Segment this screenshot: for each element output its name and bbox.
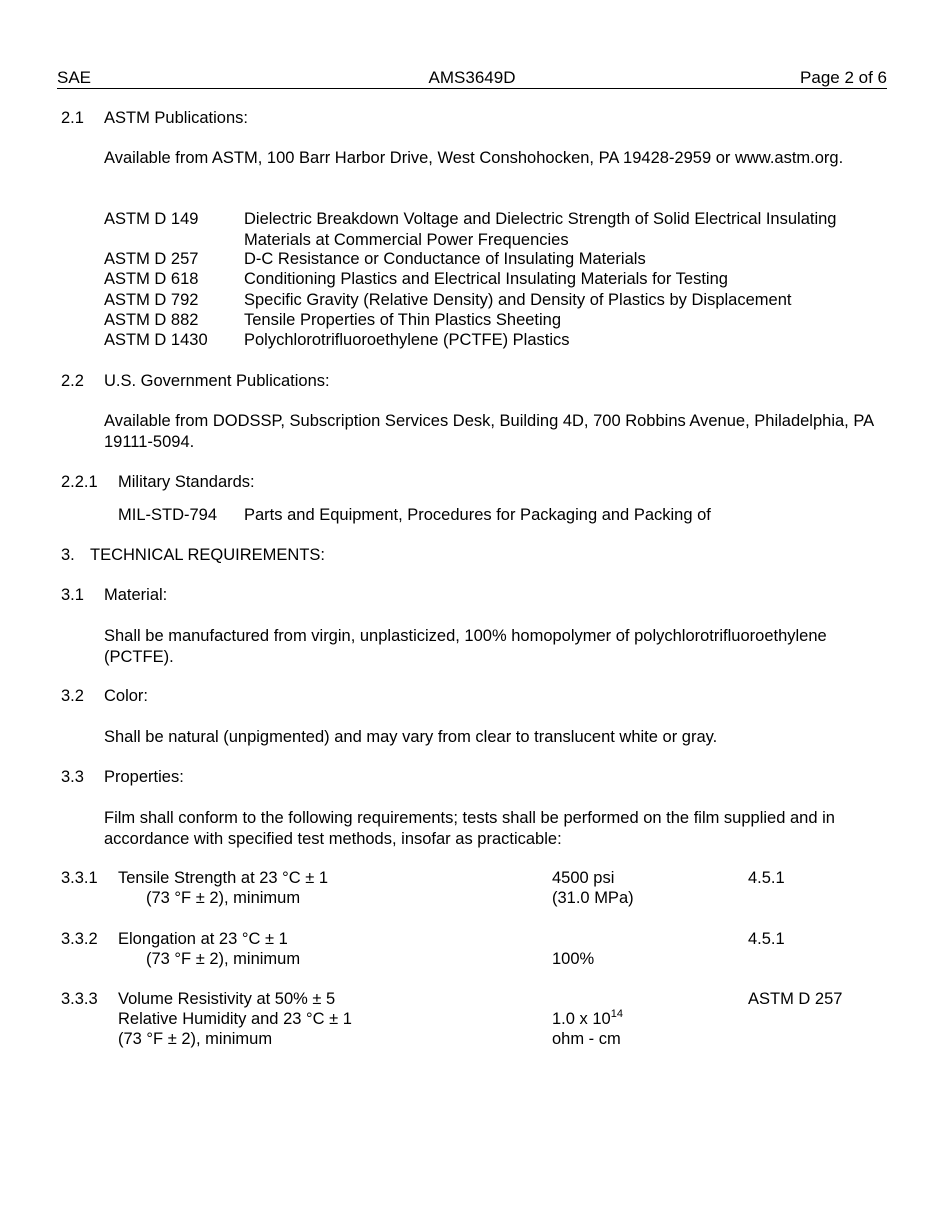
reference-title: Dielectric Breakdown Voltage and Dielectric Strength of Solid Electrical Insulating Materials at Commercial Power Frequencies bbox=[244, 210, 837, 249]
section-title: U.S. Government Publications: bbox=[104, 372, 330, 390]
reference-code: ASTM D 149 bbox=[104, 210, 199, 228]
property-number: 3.3.2 bbox=[61, 930, 98, 948]
property-name: Volume Resistivity at 50% ± 5 bbox=[118, 990, 336, 1008]
section-3-3-heading bbox=[61, 767, 184, 788]
reference-title: Conditioning Plastics and Electrical Insulating Materials for Testing bbox=[244, 270, 728, 288]
section-title: Properties: bbox=[104, 768, 184, 786]
property-number: 3.3.1 bbox=[61, 869, 98, 887]
section-number: 3.2 bbox=[61, 687, 84, 705]
page-header bbox=[57, 68, 887, 89]
property-condition: (73 °F ± 2), minimum bbox=[146, 950, 301, 968]
astm-availability: Available from ASTM, 100 Barr Harbor Drive, West Conshohocken, PA 19428-2959 or www.astm.org. bbox=[104, 149, 844, 167]
section-title: TECHNICAL REQUIREMENTS: bbox=[90, 546, 325, 564]
property-name: Elongation at 23 °C ± 1 bbox=[118, 930, 288, 948]
property-condition: (73 °F ± 2), minimum bbox=[146, 889, 301, 907]
dodssp-availability: Available from DODSSP, Subscription Services Desk, Building 4D, 700 Robbins Avenue, Philadelphia, PA 19111-5094. bbox=[104, 412, 874, 451]
section-number: 2.2 bbox=[61, 372, 84, 390]
section-3-heading bbox=[61, 545, 325, 566]
reference-title: Polychlorotrifluoroethylene (PCTFE) Plastics bbox=[244, 331, 570, 349]
section-3-2-heading bbox=[61, 686, 149, 707]
property-value: 100% bbox=[552, 950, 595, 968]
properties-text: Film shall conform to the following requirements; tests shall be performed on the film supplied and in accordance with specified test methods, insofar as practicable: bbox=[104, 809, 835, 848]
material-text: Shall be manufactured from virgin, unplasticized, 100% homopolymer of polychlorotrifluoroethylene (PCTFE). bbox=[104, 627, 827, 666]
section-2-2-1-heading bbox=[61, 472, 255, 493]
property-test-method: ASTM D 257 bbox=[748, 990, 843, 1008]
reference-title: Specific Gravity (Relative Density) and Density of Plastics by Displacement bbox=[244, 291, 792, 309]
reference-title: Parts and Equipment, Procedures for Packaging and Packing of bbox=[244, 506, 711, 524]
property-value: 4500 psi bbox=[552, 869, 615, 887]
reference-code: MIL-STD-794 bbox=[118, 506, 218, 524]
section-number: 3.1 bbox=[61, 586, 84, 604]
property-number: 3.3.3 bbox=[61, 990, 98, 1008]
section-number: 2.2.1 bbox=[61, 473, 98, 491]
section-title: Military Standards: bbox=[118, 473, 255, 491]
section-number: 3.3 bbox=[61, 768, 84, 786]
reference-code: ASTM D 618 bbox=[104, 270, 199, 288]
header-org: SAE bbox=[57, 68, 92, 87]
property-name: Tensile Strength at 23 °C ± 1 bbox=[118, 869, 329, 887]
header-page-number: Page 2 of 6 bbox=[800, 68, 887, 87]
reference-code: ASTM D 792 bbox=[104, 291, 199, 309]
section-2-2-heading bbox=[61, 371, 330, 392]
property-value-unit: ohm - cm bbox=[552, 1030, 621, 1048]
section-title: Material: bbox=[104, 586, 168, 604]
section-title: ASTM Publications: bbox=[104, 109, 248, 127]
property-test-method: 4.5.1 bbox=[748, 869, 785, 887]
section-number: 2.1 bbox=[61, 109, 84, 127]
property-condition-minimum: (73 °F ± 2), minimum bbox=[118, 1030, 273, 1048]
section-number: 3. bbox=[61, 546, 75, 564]
value-exponent: 14 bbox=[610, 1007, 623, 1020]
property-condition: Relative Humidity and 23 °C ± 1 bbox=[118, 1010, 352, 1028]
header-doc-number: AMS3649D bbox=[428, 68, 516, 87]
color-text: Shall be natural (unpigmented) and may vary from clear to translucent white or gray. bbox=[104, 728, 718, 746]
value-base: 1.0 x 10 bbox=[552, 1010, 611, 1028]
section-3-1-heading bbox=[61, 585, 168, 606]
reference-code: ASTM D 882 bbox=[104, 311, 199, 329]
section-title: Color: bbox=[104, 687, 149, 705]
reference-title: Tensile Properties of Thin Plastics Sheeting bbox=[244, 311, 562, 329]
property-value bbox=[552, 1009, 623, 1030]
reference-title: D-C Resistance or Conductance of Insulating Materials bbox=[244, 250, 646, 268]
reference-code: ASTM D 1430 bbox=[104, 331, 208, 349]
property-value-metric: (31.0 MPa) bbox=[552, 889, 634, 907]
reference-code: ASTM D 257 bbox=[104, 250, 199, 268]
property-test-method: 4.5.1 bbox=[748, 930, 785, 948]
section-2-1-heading bbox=[61, 108, 248, 129]
